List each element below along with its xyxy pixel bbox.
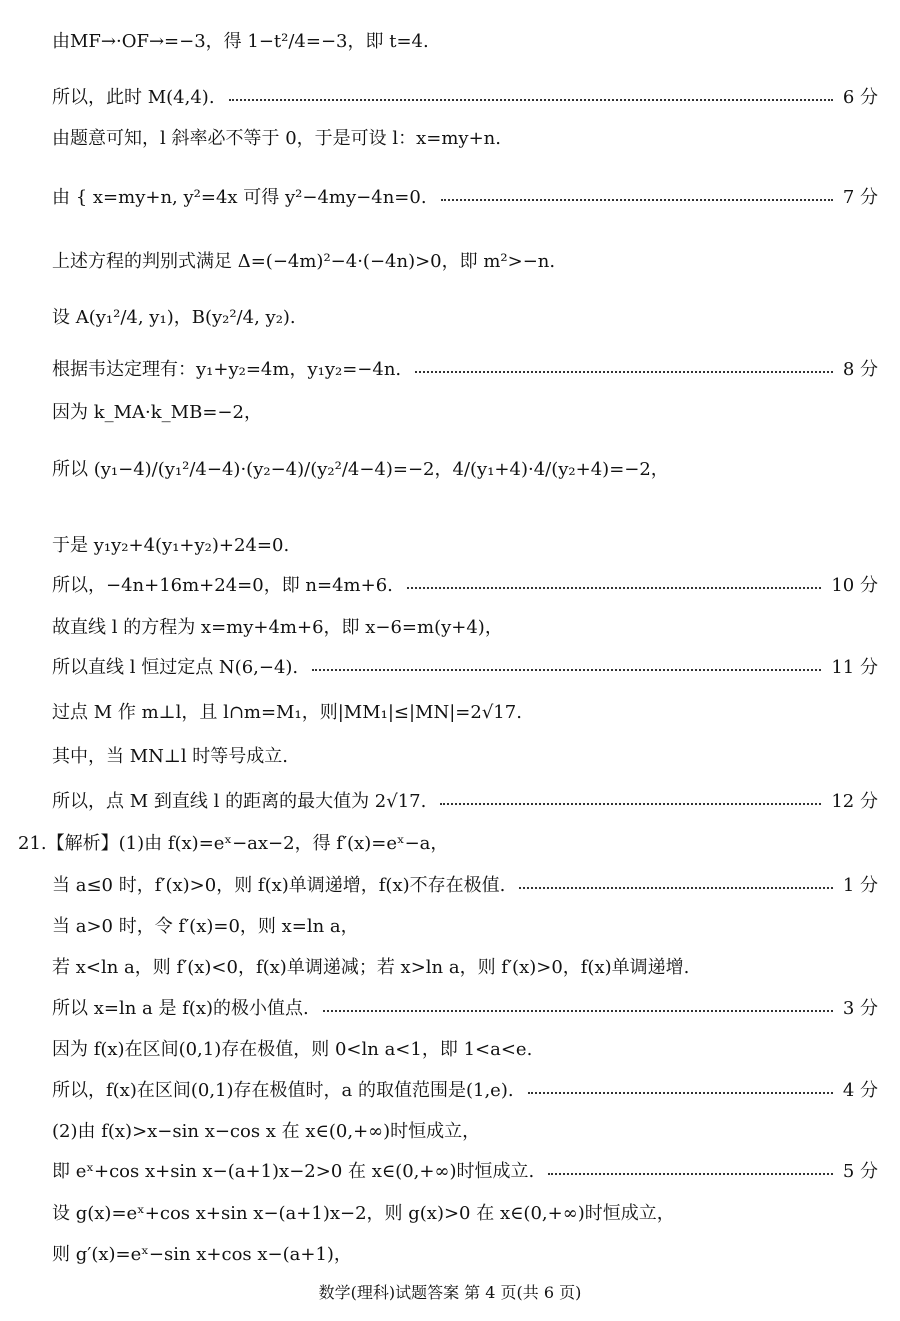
line-24: (2)由 f(x)>x−sin x−cos x 在 x∈(0,+∞)时恒成立， bbox=[52, 1121, 481, 1142]
dot-leader bbox=[312, 669, 821, 671]
line-9: 所以 (y₁−4)/(y₁²/4−4)·(y₂−4)/(y₂²/4−4)=−2，4/(y₁+4)·4/(y₂+4)=−2， bbox=[52, 459, 669, 480]
score-mark: 3 分 bbox=[842, 998, 878, 1019]
score-mark: 12 分 bbox=[831, 791, 878, 812]
page-footer: 数学(理科)试题答案 第 4 页(共 6 页) bbox=[318, 1283, 582, 1302]
score-mark: 5 分 bbox=[842, 1161, 878, 1182]
line-11: 所以，−4n+16m+24=0，即 n=4m+6. 10 分 bbox=[52, 568, 878, 600]
line-12: 故直线 l 的方程为 x=my+4m+6，即 x−6=m(y+4)， bbox=[52, 617, 503, 638]
line-25: 即 eˣ+cos x+sin x−(a+1)x−2>0 在 x∈(0,+∞)时恒成立. 5 分 bbox=[52, 1154, 878, 1186]
dot-leader bbox=[229, 99, 833, 101]
dot-leader bbox=[440, 803, 821, 805]
line-21: 所以 x=ln a 是 f(x)的极小值点. 3 分 bbox=[52, 991, 878, 1023]
line-27: 则 g′(x)=eˣ−sin x+cos x−(a+1)， bbox=[52, 1244, 352, 1265]
line-3: 由题意可知，l 斜率必不等于 0，于是可设 l：x=my+n. bbox=[52, 128, 501, 149]
line-13: 所以直线 l 恒过定点 N(6,−4). 11 分 bbox=[52, 650, 878, 682]
score-mark: 8 分 bbox=[842, 359, 878, 380]
line-7: 根据韦达定理有：y₁+y₂=4m，y₁y₂=−4n. 8 分 bbox=[52, 352, 878, 384]
line-1: 由MF→·OF→=−3，得 1−t²/4=−3，即 t=4. bbox=[52, 31, 429, 52]
line-14: 过点 M 作 m⊥l，且 l∩m=M₁，则|MM₁|≤|MN|=2√17. bbox=[52, 702, 522, 723]
score-mark: 4 分 bbox=[842, 1080, 878, 1101]
dot-leader bbox=[519, 887, 832, 889]
score-mark: 1 分 bbox=[842, 875, 878, 896]
question-21-header: 21.【解析】(1)由 f(x)=eˣ−ax−2，得 f′(x)=eˣ−a， bbox=[18, 833, 449, 854]
line-5: 上述方程的判别式满足 Δ=(−4m)²−4·(−4n)>0，即 m²>−n. bbox=[52, 251, 556, 272]
score-mark: 10 分 bbox=[831, 575, 878, 596]
line-6: 设 A(y₁²/4, y₁)，B(y₂²/4, y₂). bbox=[52, 307, 296, 328]
line-20: 若 x<ln a，则 f′(x)<0，f(x)单调递减；若 x>ln a，则 f′(x)>0，f(x)单调递增. bbox=[52, 957, 690, 978]
line-4: 由 { x=my+n, y²=4x 可得 y²−4my−4n=0. 7 分 bbox=[52, 166, 878, 226]
line-15: 其中，当 MN⊥l 时等号成立. bbox=[52, 746, 289, 767]
line-8: 因为 k_MA·k_MB=−2， bbox=[52, 402, 262, 423]
dot-leader bbox=[441, 199, 833, 201]
line-16: 所以，点 M 到直线 l 的距离的最大值为 2√17. 12 分 bbox=[52, 784, 878, 816]
dot-leader bbox=[528, 1092, 833, 1094]
line-22: 因为 f(x)在区间(0,1)存在极值，则 0<ln a<1，即 1<a<e. bbox=[52, 1039, 533, 1060]
dot-leader bbox=[548, 1173, 833, 1175]
line-23: 所以，f(x)在区间(0,1)存在极值时，a 的取值范围是(1,e). 4 分 bbox=[52, 1073, 878, 1105]
score-mark: 6 分 bbox=[842, 87, 878, 108]
line-2: 所以，此时 M(4,4). 6 分 bbox=[52, 80, 878, 112]
dot-leader bbox=[323, 1010, 833, 1012]
dot-leader bbox=[407, 587, 821, 589]
line-18: 当 a≤0 时，f′(x)>0，则 f(x)单调递增，f(x)不存在极值. 1 分 bbox=[52, 868, 878, 900]
line-26: 设 g(x)=eˣ+cos x+sin x−(a+1)x−2，则 g(x)>0 在 x∈(0,+∞)时恒成立， bbox=[52, 1203, 675, 1224]
score-mark: 11 分 bbox=[831, 657, 878, 678]
line-19: 当 a>0 时，令 f′(x)=0，则 x=ln a， bbox=[52, 916, 359, 937]
line-10: 于是 y₁y₂+4(y₁+y₂)+24=0. bbox=[52, 535, 290, 556]
dot-leader bbox=[415, 371, 833, 373]
score-mark: 7 分 bbox=[842, 187, 878, 208]
